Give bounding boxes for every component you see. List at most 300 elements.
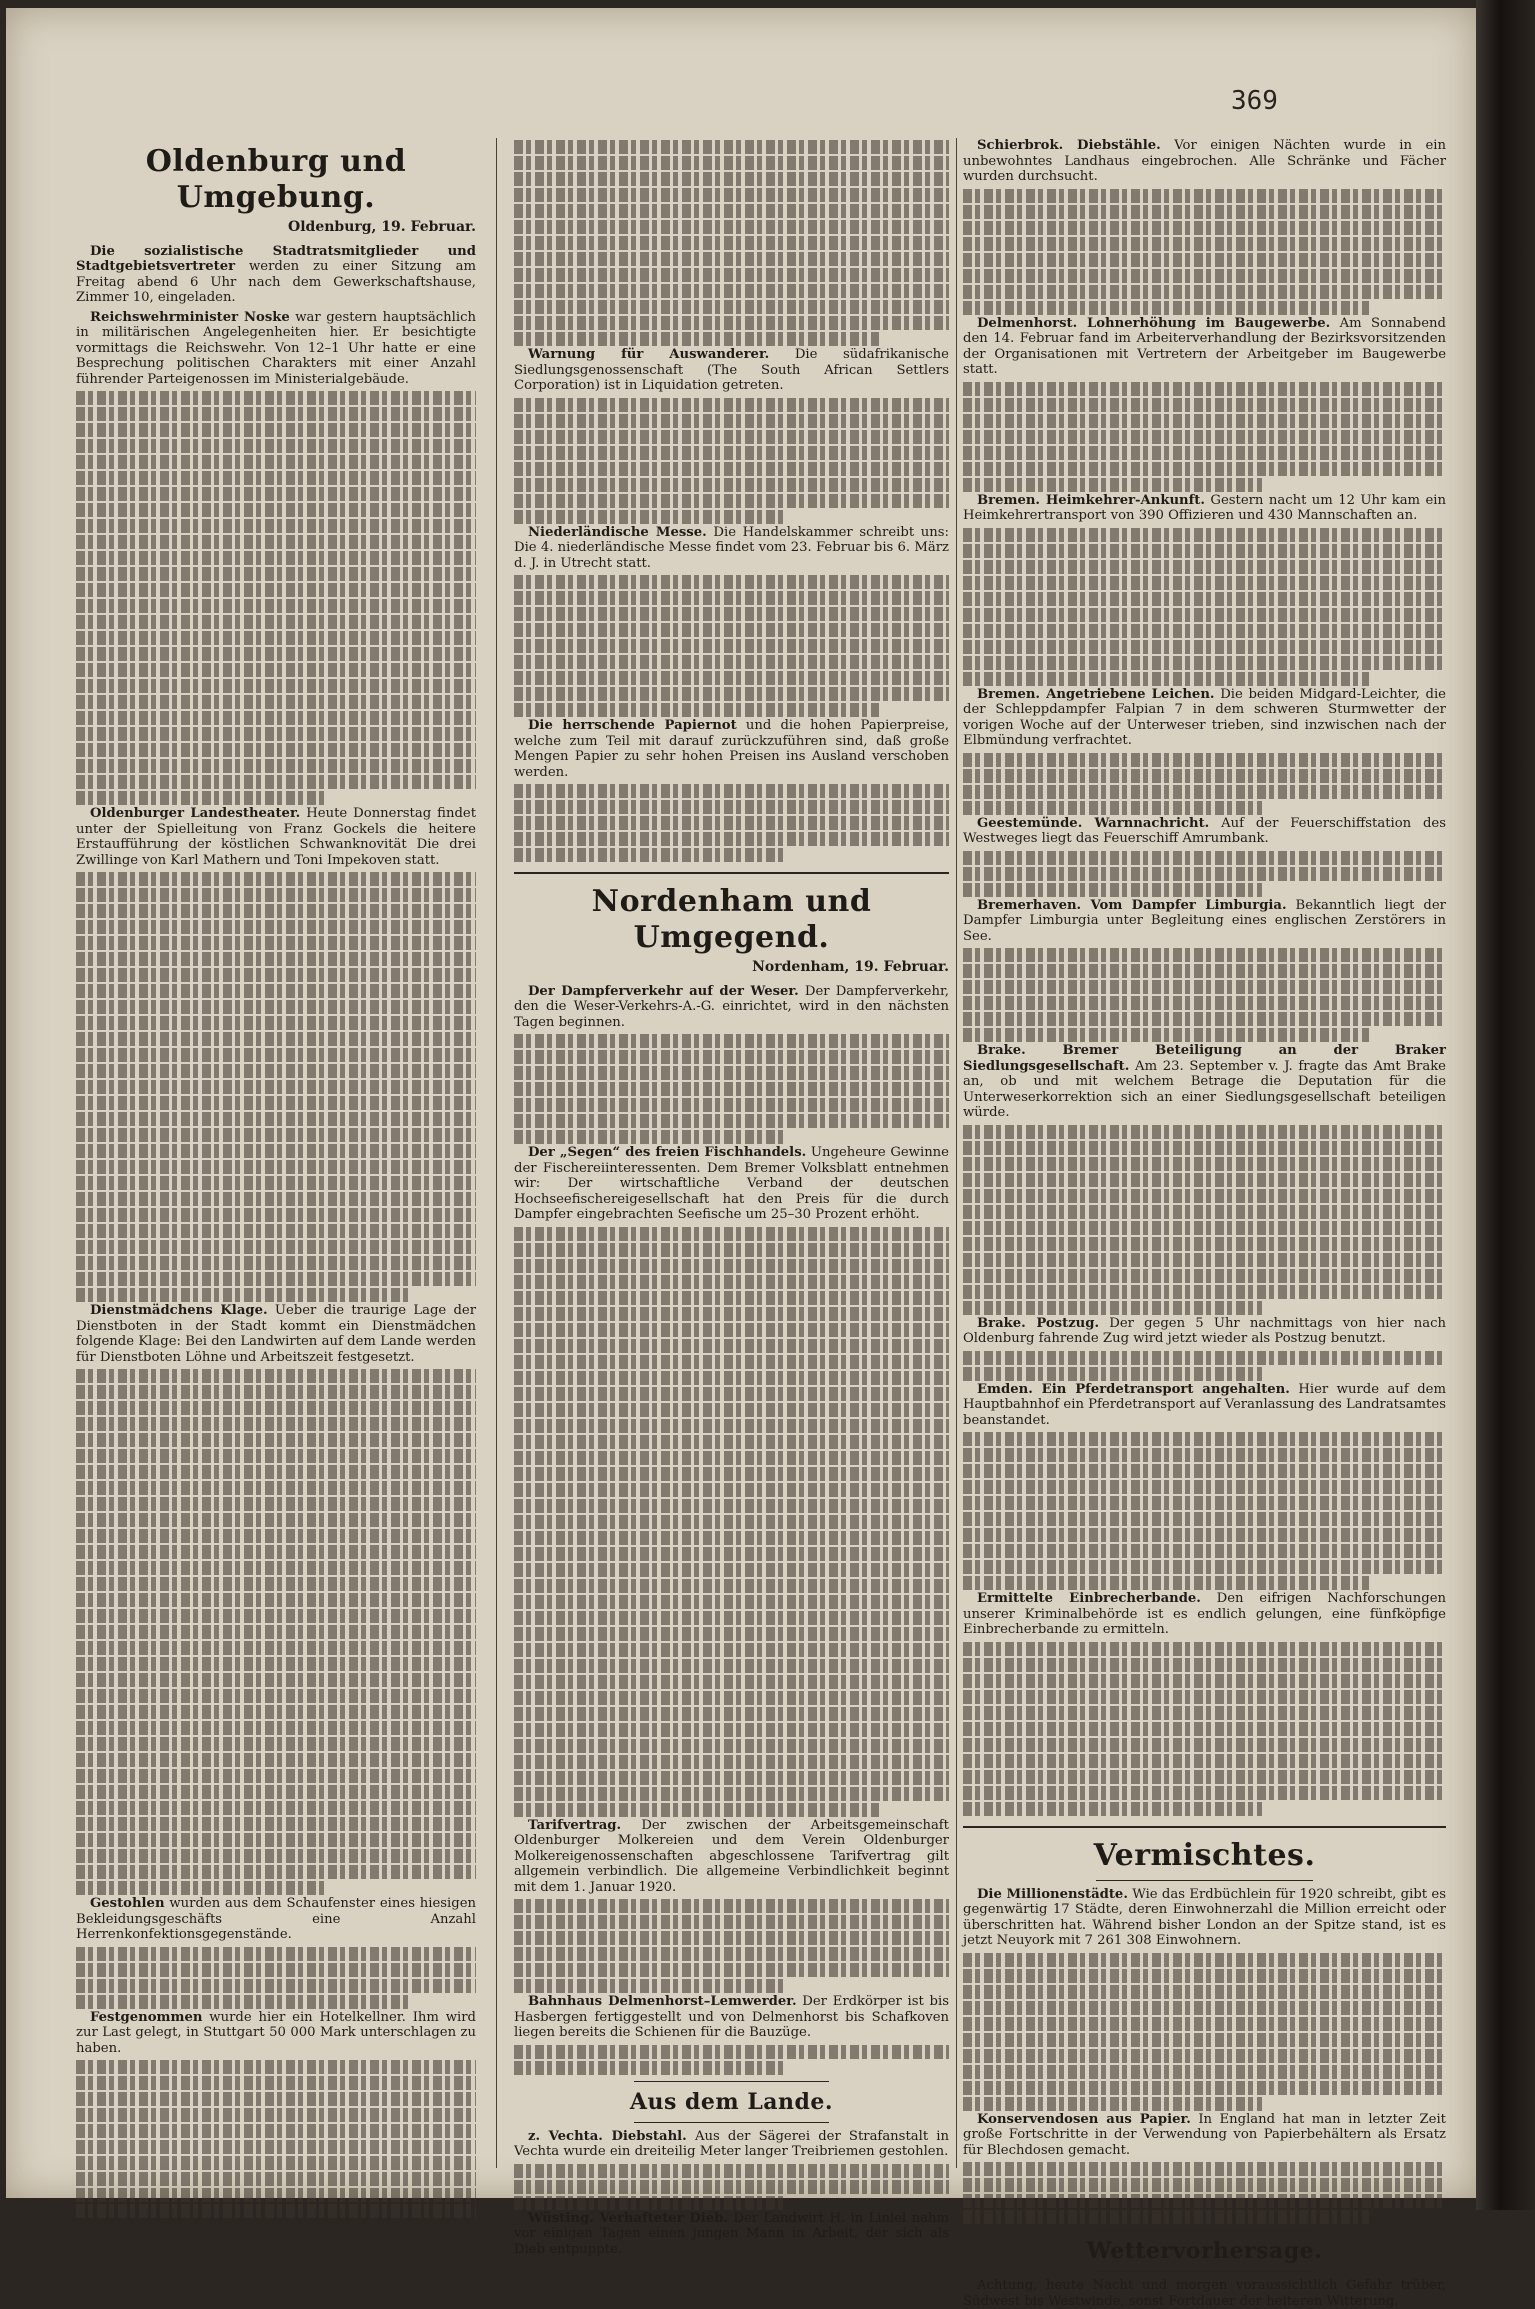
article [514, 347, 949, 394]
text-line [76, 1995, 412, 2009]
article-text: Der Dampferverkehr, den die Weser-Verkehrs-A.-G. einrichtet, wird in den nächsten Tagen beginnen. [514, 983, 949, 1030]
text-line [76, 1593, 476, 1607]
text-line [514, 1595, 949, 1609]
section-rule [514, 872, 949, 874]
article-text: Vor einigen Nächten wurde in ein unbewohntes Landhaus eingebrochen. Alle Schränke und Fächer wurden durchsucht. [963, 138, 1446, 184]
text-line [963, 1480, 1446, 1494]
text-line [76, 1801, 476, 1815]
text-line [514, 398, 949, 412]
text-line [514, 1419, 949, 1433]
text-line [76, 1465, 476, 1479]
text-line [963, 1028, 1369, 1042]
article [514, 718, 949, 780]
text-line [963, 2097, 1262, 2111]
text-line [514, 1066, 949, 1080]
article-lead: Der „Segen“ des freien Fischhandels. [528, 1145, 807, 1160]
text-line [963, 608, 1446, 622]
text-line [514, 639, 949, 653]
text-line [76, 1963, 476, 1977]
article-text: und die hohen Papierpreise, welche zum Teil mit darauf zurückzuführen sind, daß große Mengen Papier zu sehr hohen Preisen ins Ausland verschoben werden. [514, 718, 949, 780]
article-text: In England hat man in letzter Zeit große Fortschritte in der Verwendung von Papierbehältern als Ersatz für Blechdosen gemacht. [963, 2111, 1446, 2158]
text-line [76, 1641, 476, 1655]
text-line [514, 1755, 949, 1769]
article-text: Der Landwirt H. in Liniel nahm vor einigen Tagen einen jungen Mann in Arbeit, der sich als Dieb entpuppte. [514, 2210, 949, 2257]
text-line [514, 1275, 949, 1289]
text-line [963, 1560, 1446, 1574]
article [76, 310, 476, 388]
text-line [76, 391, 476, 405]
text-line [963, 656, 1446, 670]
text-line [963, 1754, 1446, 1768]
text-line [963, 2001, 1446, 2015]
text-line [76, 2124, 476, 2138]
text-line [514, 300, 949, 314]
text-line [514, 172, 949, 186]
text-line [963, 2081, 1446, 2095]
column-right [963, 138, 1446, 2309]
text-line [514, 430, 949, 444]
article-text: Heute Donnerstag findet unter der Spielleitung von Franz Gockels die heitere Erstaufführung der köstlichen Schwanknovität Die drei Zwillinge von Karl Mathern und Toni Impekoven statt. [76, 806, 476, 868]
text-line [514, 204, 949, 218]
text-line [514, 1371, 949, 1385]
text-line [76, 535, 476, 549]
text-line [514, 1899, 949, 1913]
text-line [514, 1691, 949, 1705]
text-line [963, 253, 1446, 267]
text-line [76, 1192, 476, 1206]
text-line [963, 592, 1446, 606]
text-line [514, 2180, 949, 2194]
text-line [76, 503, 476, 517]
text-line [76, 1833, 476, 1847]
article-lead: Geestemünde. Warnnachricht. [977, 815, 1210, 831]
article-text: Auf der Feuerschiffstation des Westweges liegt das Feuerschiff Amrumbank. [963, 815, 1446, 846]
page-number: 369 [1231, 86, 1278, 116]
text-line [76, 1513, 476, 1527]
article [76, 1303, 476, 1365]
text-line [963, 1802, 1262, 1816]
text-line [76, 407, 476, 421]
article [76, 1896, 476, 1943]
text-line [963, 1528, 1446, 1542]
text-line [963, 1576, 1369, 1590]
text-line [76, 2204, 476, 2218]
article-text: wurden aus dem Schaufenster eines hiesigen Bekleidungsgeschäfts eine Anzahl Herrenkonfektionsgegenstände. [76, 1896, 477, 1942]
text-line [963, 640, 1446, 654]
section-heading: Nordenham und Umgegend. [591, 884, 872, 955]
article-text: Der gegen 5 Uhr nachmittags von hier nach Oldenburg fahrende Zug wird jetzt wieder als Postzug benutzt. [963, 1315, 1446, 1346]
text-line [514, 1531, 949, 1545]
text-line [76, 984, 476, 998]
text-line [76, 1561, 476, 1575]
text-line [963, 672, 1369, 686]
text-line [963, 996, 1446, 1010]
text-line [76, 1144, 476, 1158]
text-line [514, 2061, 784, 2075]
article [76, 2010, 476, 2057]
article-lead: Die herrschende Papiernot [528, 718, 737, 733]
text-line [76, 2092, 476, 2106]
text-line [963, 1367, 1262, 1381]
text-line [514, 1483, 949, 1497]
text-line [76, 1625, 476, 1639]
text-line [514, 1963, 949, 1977]
text-line [76, 2140, 476, 2154]
dateline: Nordenham, 19. Februar. [752, 959, 949, 975]
text-line [76, 695, 476, 709]
text-line [76, 519, 476, 533]
text-line [963, 948, 1446, 962]
article-lead: Der Dampferverkehr auf der Weser. [528, 983, 799, 999]
text-line [963, 785, 1446, 799]
text-line [514, 188, 949, 202]
article-lead: z. Vechta. Diebstahl. [528, 2128, 687, 2144]
text-line [963, 1285, 1446, 1299]
article [963, 2278, 1446, 2309]
article [514, 984, 949, 1031]
text-line [514, 575, 949, 589]
text-line [76, 487, 476, 501]
section-heading: Oldenburg und Umgebung. [145, 144, 407, 215]
text-line [514, 2045, 949, 2059]
article-lead: Brake. Postzug. [977, 1315, 1100, 1331]
article-lead: Dienstmädchens Klage. [90, 1303, 268, 1318]
column-divider [496, 138, 497, 2168]
article-text: Der zwischen der Arbeitsgemeinschaft Oldenburger Molkereien und dem Verein Oldenburger Molkereigenossenschaften abgeschlossene Tarifvertrag gilt allgemein verbindlich. Die allgemeine Verbindlichkeit beginnt mit dem 1. Januar 1920. [514, 1817, 949, 1895]
text-line [963, 769, 1446, 783]
article-lead: Tarifvertrag. [528, 1817, 622, 1833]
section-subheading: Aus dem Lande. [629, 2088, 834, 2115]
article [963, 316, 1446, 378]
text-line [76, 1979, 476, 1993]
text-line [514, 332, 879, 346]
text-line [514, 1515, 949, 1529]
section-rule [634, 2081, 830, 2082]
text-line [963, 189, 1446, 203]
column-divider [956, 138, 957, 2168]
text-line [76, 1160, 476, 1174]
text-line [963, 1125, 1446, 1139]
text-line [76, 920, 476, 934]
article [963, 2112, 1446, 2159]
text-line [76, 1673, 476, 1687]
article-text: Ungeheure Gewinne der Fischereiinteressenten. Dem Bremer Volksblatt entnehmen wir: Der wirtschaftliche Verband der deutschen Hochseefischereigesellschaft hat den Preis für die durch Dampfer eingebrachten Seefische um 25–30 Prozent erhöht. [514, 1145, 949, 1222]
text-line [514, 623, 949, 637]
text-line [76, 1865, 476, 1879]
article-text: werden zu einer Sitzung am Freitag abend 6 Uhr nach dem Gewerkschaftshause, Zimmer 10, eingeladen. [76, 259, 476, 305]
text-line [514, 1931, 949, 1945]
text-line [963, 398, 1446, 412]
text-line [514, 1130, 784, 1144]
section-rule [1096, 2271, 1313, 2272]
text-line [963, 1770, 1446, 1784]
text-line [76, 1208, 476, 1222]
text-line [514, 1339, 949, 1353]
article [963, 816, 1446, 847]
dateline: Oldenburg, 19. Februar. [288, 219, 476, 235]
article-lead: Gestohlen [90, 1896, 165, 1911]
text-line [963, 1706, 1446, 1720]
text-line [76, 567, 476, 581]
text-line [963, 462, 1446, 476]
article-text: Achtung, heute Nacht und morgen voraussichtlich Gefahr trüber, Südwest bis Westwinde, sonst Fortdauer der heiteren Witterung. [963, 2278, 1446, 2309]
text-line [963, 964, 1446, 978]
text-line [76, 1385, 476, 1399]
text-line [76, 791, 324, 805]
text-line [514, 268, 949, 282]
text-line [514, 446, 949, 460]
text-line [76, 2188, 476, 2202]
text-line [963, 269, 1446, 283]
text-line [514, 1739, 949, 1753]
text-line [76, 904, 476, 918]
text-line [514, 1611, 949, 1625]
text-line [76, 759, 476, 773]
text-line [514, 832, 949, 846]
text-line [514, 1291, 949, 1305]
article [963, 1043, 1446, 1121]
text-line [76, 599, 476, 613]
text-line [514, 703, 879, 717]
text-line [76, 1401, 476, 1415]
text-line [963, 2162, 1446, 2176]
text-line [514, 1259, 949, 1273]
text-line [514, 1659, 949, 1673]
text-line [963, 301, 1369, 315]
text-line [963, 1512, 1446, 1526]
text-line [514, 784, 949, 798]
article-text: Am Sonnabend den 14. Februar fand im Arbeiterverhandlung der Bezirksvorsitzenden der Organisationen mit Vertretern der Arbeitgeber im Baugewerbe statt. [963, 315, 1446, 377]
column-left [76, 138, 476, 2188]
text-line [76, 1433, 476, 1447]
text-line [963, 205, 1446, 219]
article-lead: Konservendosen aus Papier. [977, 2111, 1191, 2127]
text-line [963, 851, 1446, 865]
section-rule [1096, 2230, 1313, 2231]
article [76, 244, 476, 306]
article [514, 1994, 949, 2041]
article-lead: Brake. Bremer Beteiligung an der Braker Siedlungsgesellschaft. [963, 1043, 1446, 1074]
article [514, 525, 949, 572]
text-line [514, 1547, 949, 1561]
text-line [76, 583, 476, 597]
text-line [514, 1355, 949, 1369]
text-line [76, 888, 476, 902]
article [514, 2129, 949, 2160]
text-line [514, 1787, 949, 1801]
text-line [76, 1737, 476, 1751]
text-line [514, 462, 949, 476]
text-line [514, 1307, 949, 1321]
text-line [963, 1012, 1446, 1026]
text-line [963, 1985, 1446, 1999]
text-line [514, 1243, 949, 1257]
text-line [514, 1643, 949, 1657]
text-line [76, 1128, 476, 1142]
text-line [76, 471, 476, 485]
text-line [963, 2017, 1446, 2031]
text-line [76, 1577, 476, 1591]
text-line [963, 446, 1446, 460]
text-line [76, 1080, 476, 1094]
text-line [514, 1771, 949, 1785]
text-line [963, 1141, 1446, 1155]
text-line [514, 1082, 949, 1096]
book-binding-edge [1476, 0, 1535, 2210]
section-rule [1096, 1880, 1313, 1881]
text-line [963, 1205, 1446, 1219]
text-line [514, 671, 949, 685]
text-line [963, 624, 1446, 638]
text-line [76, 615, 476, 629]
article-lead: Oldenburger Landestheater. [90, 806, 301, 821]
text-line [76, 1369, 476, 1383]
article [963, 898, 1446, 945]
text-line [76, 2060, 476, 2074]
text-line [514, 1403, 949, 1417]
text-line [514, 1227, 949, 1241]
text-line [76, 743, 476, 757]
text-line [76, 1817, 476, 1831]
text-line [76, 1096, 476, 1110]
text-line [514, 816, 949, 830]
text-line [963, 2210, 1369, 2224]
text-line [963, 285, 1446, 299]
text-line [963, 1253, 1446, 1267]
article-text: Aus der Sägerei der Strafanstalt in Vechta wurde ein dreiteilig Meter langer Treibriemen gestohlen. [514, 2128, 949, 2159]
text-line [963, 1690, 1446, 1704]
article [963, 138, 1446, 185]
section-rule [963, 1826, 1446, 1828]
text-line [76, 952, 476, 966]
text-line [963, 528, 1446, 542]
text-line [76, 1481, 476, 1495]
text-line [76, 1176, 476, 1190]
text-line [963, 2194, 1446, 2208]
text-line [76, 2076, 476, 2090]
text-line [963, 414, 1446, 428]
text-line [963, 2065, 1446, 2079]
text-line [514, 140, 949, 154]
text-line [76, 439, 476, 453]
text-line [514, 1387, 949, 1401]
text-line [76, 663, 476, 677]
text-line [963, 1722, 1446, 1736]
text-line [76, 775, 476, 789]
article-lead: Festgenommen [90, 2009, 203, 2025]
text-line [76, 1497, 476, 1511]
text-line [76, 1785, 476, 1799]
text-line [963, 1786, 1446, 1800]
text-line [514, 1114, 949, 1128]
text-line [514, 848, 784, 862]
text-line [963, 1953, 1446, 1967]
text-line [76, 1256, 476, 1270]
text-line [514, 252, 949, 266]
text-line [76, 1849, 476, 1863]
newspaper-page [6, 8, 1476, 2309]
article-text: Die beiden Midgard-Leichter, die der Schleppdampfer Falpian 7 in dem schweren Sturmwetter der vorigen Woche auf der Unterweser trieben, sind inzwischen nach der Elbmündung verfrachtet. [963, 686, 1446, 748]
text-line [963, 1173, 1446, 1187]
text-line [76, 647, 476, 661]
text-line [76, 936, 476, 950]
article-text: Die Handelskammer schreibt uns: Die 4. niederländische Messe findet vom 23. Februar bis 6. März d. J. in Utrecht statt. [514, 524, 949, 571]
text-line [514, 414, 949, 428]
text-line [76, 679, 476, 693]
text-line [963, 867, 1446, 881]
article-lead: Die sozialistische Stadtratsmitglieder und Stadtgebietsvertreter [76, 243, 476, 274]
text-line [963, 1448, 1446, 1462]
article-lead: Reichswehrminister Noske [90, 309, 290, 325]
text-line [514, 1707, 949, 1721]
article [963, 687, 1446, 749]
text-line [514, 607, 949, 621]
text-line [76, 1609, 476, 1623]
text-line [514, 1675, 949, 1689]
text-line [514, 284, 949, 298]
text-line [514, 1435, 949, 1449]
text-line [76, 1048, 476, 1062]
text-line [76, 423, 476, 437]
article-text: Wie das Erdbüchlein für 1920 schreibt, gibt es gegenwärtig 17 Städte, deren Einwohnerzahl die Million erreicht oder überschritten hat. Während bisher London an der Spitze stand, ist es jetzt Neuyork mit 7 261 308 Einwohnern. [963, 1886, 1446, 1948]
text-line [76, 1689, 476, 1703]
text-line [514, 1499, 949, 1513]
text-line [963, 1269, 1446, 1283]
text-line [76, 1064, 476, 1078]
text-line [76, 1947, 476, 1961]
article-text: Gestern nacht um 12 Uhr kam ein Heimkehrertransport von 390 Offizieren und 430 Mannschaften an. [963, 492, 1446, 523]
article [514, 1818, 949, 1896]
article-text: Der Erdkörper ist bis Hasbergen fertiggestellt und von Delmenhorst bis Schafkoven liegen bereits die Schienen für die Bauzüge. [514, 1994, 949, 2040]
article [514, 2211, 949, 2258]
text-line [963, 1969, 1446, 1983]
article-lead: Emden. Ein Pferdetransport angehalten. [977, 1381, 1290, 1397]
article [963, 1316, 1446, 1347]
text-line [514, 655, 949, 669]
text-line [76, 1224, 476, 1238]
text-line [76, 1449, 476, 1463]
text-line [514, 510, 784, 524]
article [76, 806, 476, 868]
text-line [514, 1723, 949, 1737]
text-line [76, 1545, 476, 1559]
article [963, 1887, 1446, 1949]
text-line [514, 1563, 949, 1577]
text-line [963, 1674, 1446, 1688]
text-line [963, 1157, 1446, 1171]
section-subheading: Wettervorhersage. [1086, 2238, 1323, 2264]
text-line [514, 1627, 949, 1641]
text-line [76, 1112, 476, 1126]
text-line [963, 1496, 1446, 1510]
article-text: Die südafrikanische Siedlungsgenossenschaft (The South African Settlers Corporation) ist in Liquidation getreten. [514, 347, 949, 393]
text-line [514, 1451, 949, 1465]
article-lead: Ermittelte Einbrecherbande. [977, 1591, 1201, 1606]
text-line [514, 1323, 949, 1337]
text-line [514, 1579, 949, 1593]
article-text: war gestern hauptsächlich in militärischen Angelegenheiten hier. Er besichtigte vormittags die Reichswehr. Von 12–1 Uhr hatte er eine Besprechung politischen Charakters mit einer Anzahl führender Parteigenossen im Ministerialgebäude. [76, 309, 476, 387]
text-line [76, 1881, 324, 1895]
text-line [963, 1738, 1446, 1752]
text-line [963, 1221, 1446, 1235]
text-line [963, 1658, 1446, 1672]
text-line [76, 1417, 476, 1431]
text-line [514, 1979, 784, 1993]
text-line [514, 236, 949, 250]
text-line [963, 237, 1446, 251]
text-line [514, 687, 949, 701]
text-line [514, 156, 949, 170]
